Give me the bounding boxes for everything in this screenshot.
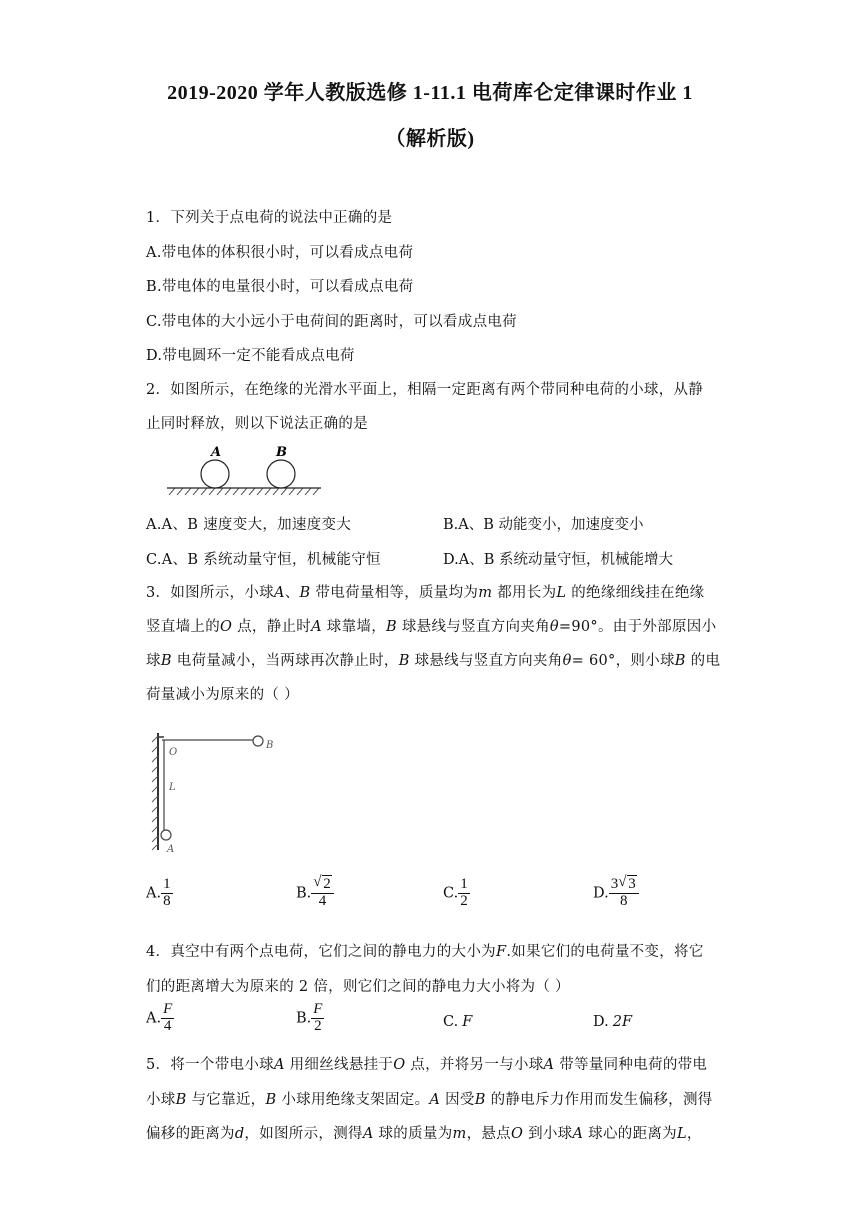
q2-option-d: D.A、B 系统动量守恒，机械能增大 [443,552,673,568]
q2-ball-b [267,460,295,488]
q2-option-c: C.A、B 系统动量守恒，机械能守恒 [146,552,381,568]
q4-option-b: B. $\frac{F}{2}$ [296,1001,323,1034]
q5-stem-line2: 小球B 与它靠近，B 小球用绝缘支架固定。A 因受B 的静电斥力作用而发生偏移，测得 [146,1092,713,1108]
q2-option-b: B.A、B 动能变小，加速度变小 [443,517,644,533]
q1-stem: 1．下列关于点电荷的说法中正确的是 [146,210,393,226]
q3-ball-a [161,830,171,840]
q2-ground-hatching [169,488,319,495]
q4-stem-line2: 们的距离增大为原来的 2 倍，则它们之间的静电力大小将为（ ） [146,979,570,995]
q2-label-b: B [276,445,287,460]
document-title-line2: （解析版) [385,128,475,150]
q2-stem-line2: 止同时释放，则以下说法正确的是 [146,416,368,432]
q3-figure-wall-pendulum [150,728,280,854]
q3-stem-line2: 竖直墙上的O 点，静止时A 球靠墙，B 球悬线与竖直方向夹角θ=90°。由于外部原因小 [146,619,717,635]
q3-label-l: L [169,782,176,793]
q1-option-a: A.带电体的体积很小时，可以看成点电荷 [146,245,414,261]
q3-stem-line3: 球B 电荷量减小，当两球再次静止时，B 球悬线与竖直方向夹角θ= 60°，则小球B 的电 [146,653,721,669]
q2-label-a: A [211,445,222,460]
q3-stem-line4: 荷量减小为原来的（ ） [146,687,299,703]
q4-option-a: A. $\frac{F}{4}$ [146,1001,173,1034]
q3-stem-line1: 3．如图所示，小球A、B 带电荷量相等，质量均为m 都用长为L 的绝缘细线挂在绝缘 [146,585,705,601]
q1-option-d: D.带电圆环一定不能看成点电荷 [146,348,355,364]
q2-option-a: A.A、B 速度变大，加速度变大 [146,517,352,533]
q2-ball-a [201,460,229,488]
q3-label-b: B [266,740,274,751]
q1-option-b: B.带电体的电量很小时，可以看成点电荷 [146,279,414,295]
q5-stem-line3: 偏移的距离为d，如图所示，测得A 球的质量为m，悬点O 到小球A 球心的距离为L， [146,1126,702,1142]
q3-option-b: B. √ 2 4 [296,877,334,910]
q3-option-d: D. 3 √ 3 8 [593,877,639,910]
q2-stem-line1: 2．如图所示，在绝缘的光滑水平面上，相隔一定距离有两个带同种电荷的小球，从静 [146,382,704,398]
q4-option-d: D. 2F [593,1014,633,1030]
q3-label-a: A [167,844,175,854]
q3-option-a: A. $\frac{1}{8}$ [146,876,171,909]
document-title-line1: 2019-2020 学年人教版选修 1-11.1 电荷库仑定律课时作业 1 [167,82,693,104]
q3-label-o: O [169,747,178,758]
q3-ball-b [253,736,263,746]
q5-stem-line1: 5．将一个带电小球A 用细丝线悬挂于O 点，并将另一与小球A 带等量同种电荷的带电 [146,1057,708,1073]
q2-figure-two-balls [165,442,325,498]
q4-stem-line1: 4．真空中有两个点电荷，它们之间的静电力的大小为F.如果它们的电荷量不变，将它 [146,944,704,960]
q4-option-c: C. F [443,1014,473,1030]
q3-option-c: C. $\frac{1}{2}$ [443,876,468,909]
q1-option-c: C.带电体的大小远小于电荷间的距离时，可以看成点电荷 [146,314,517,330]
